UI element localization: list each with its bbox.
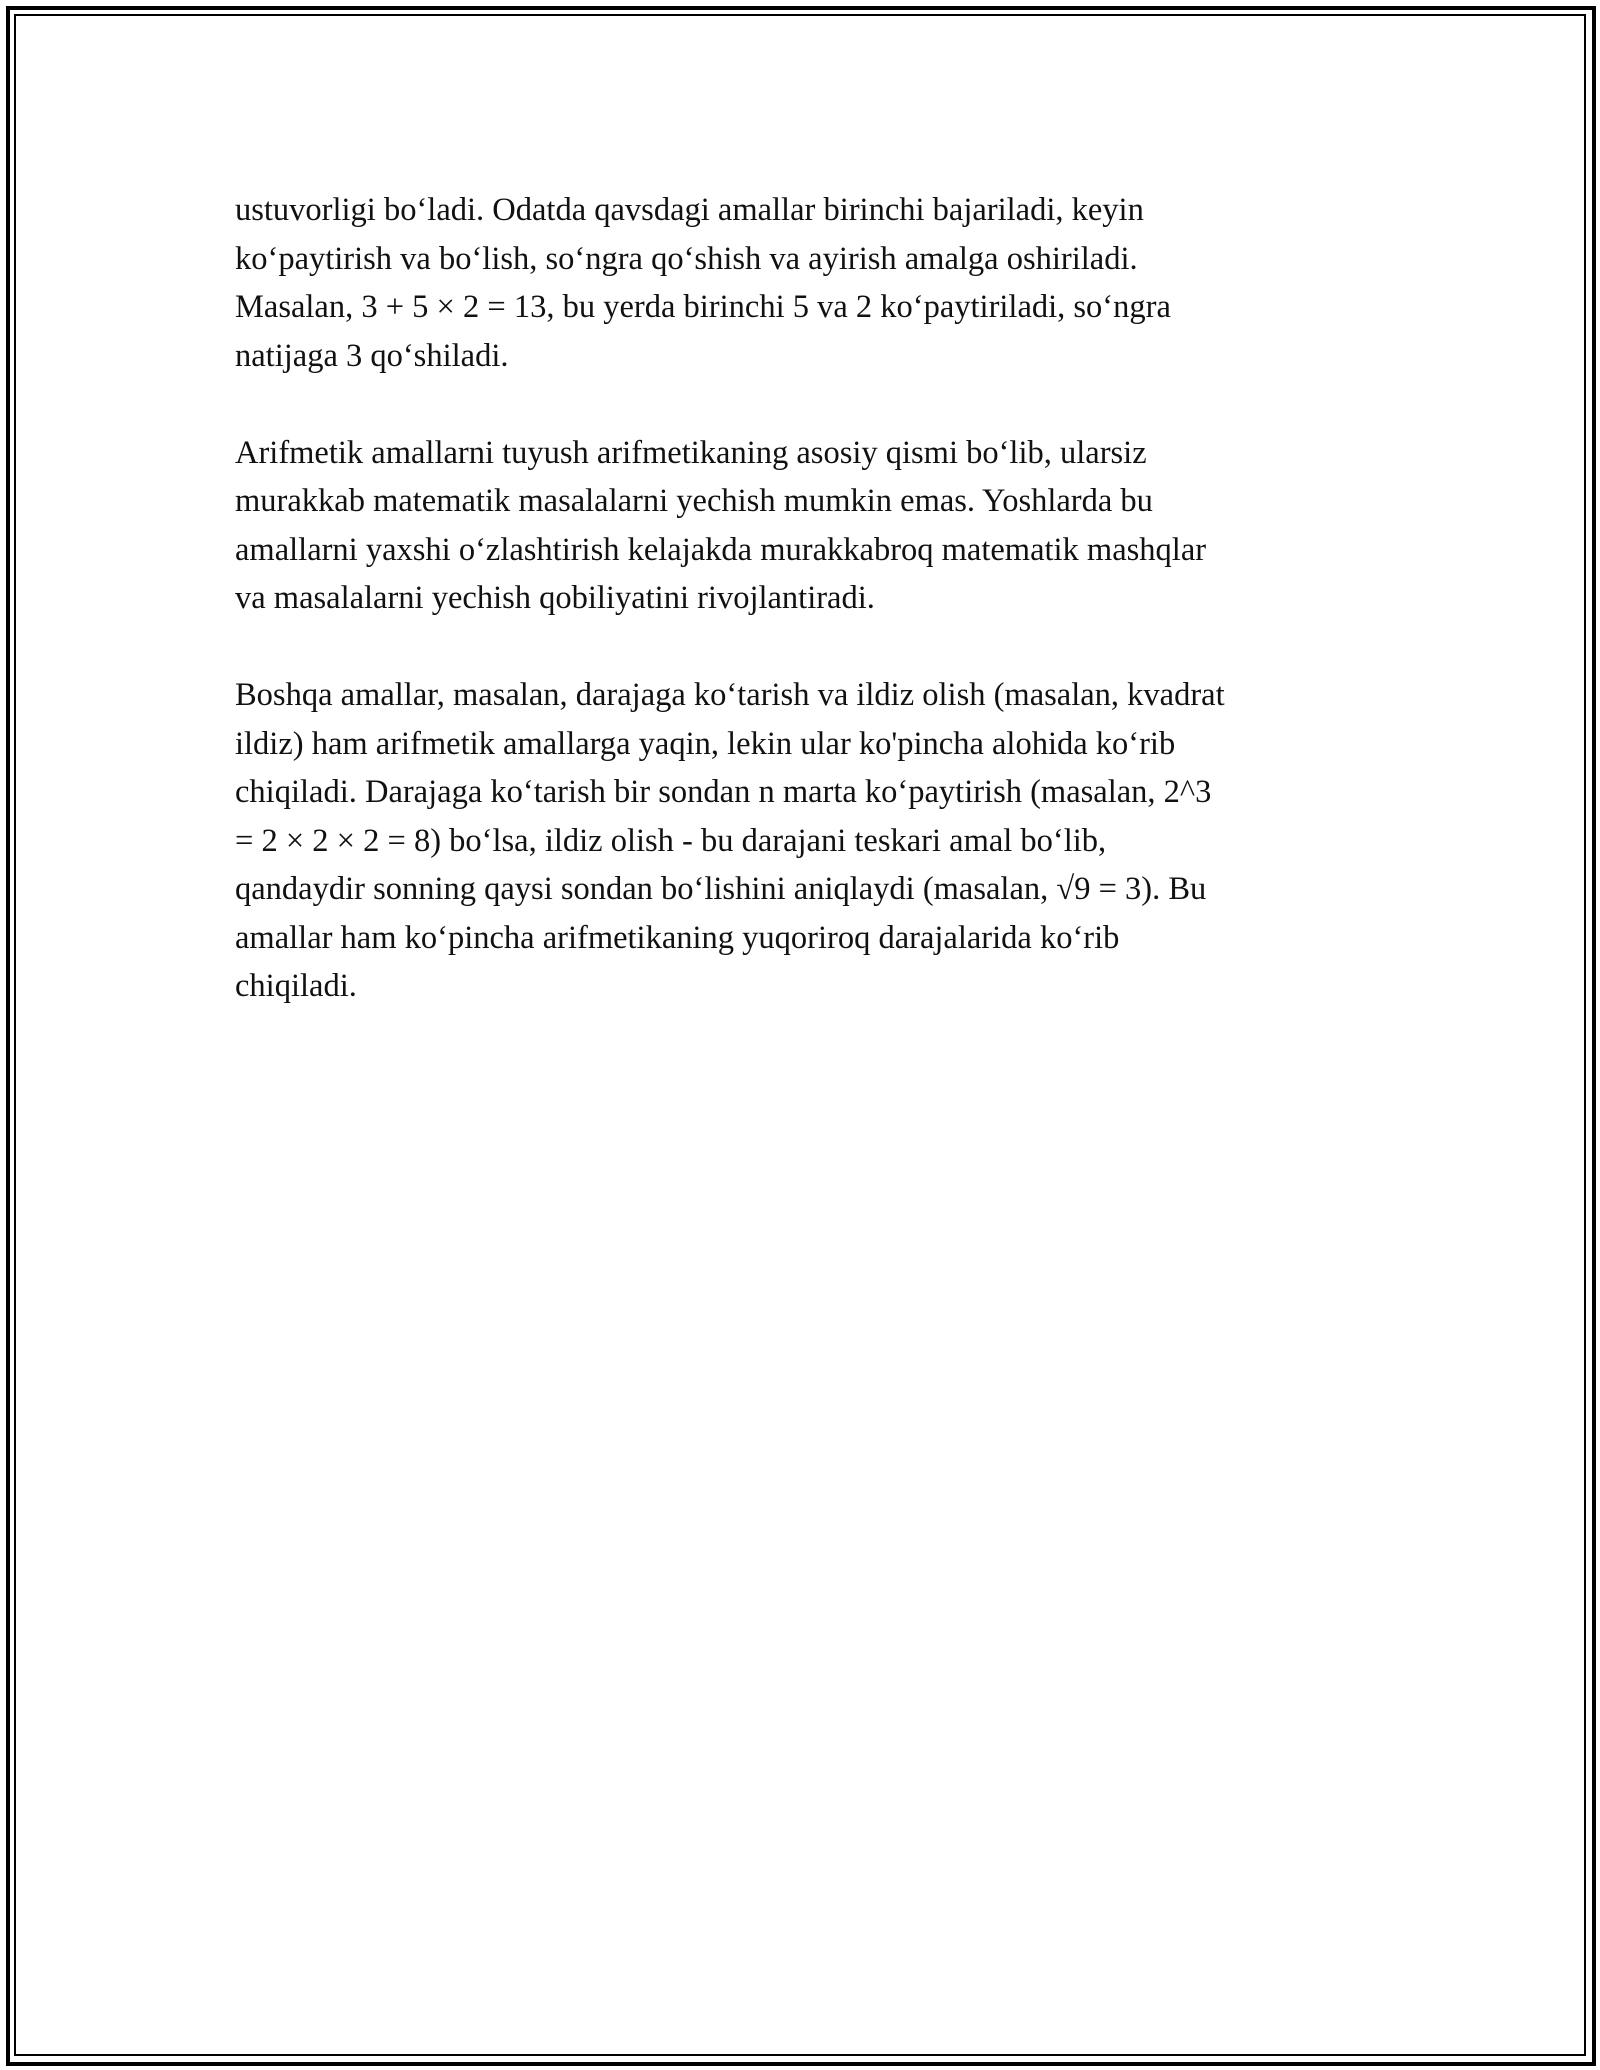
text-line: ustuvorligi bo‘ladi. Odatda qavsdagi amallar birinchi bajariladi, keyin — [235, 192, 1144, 228]
paragraph-2 — [235, 429, 1365, 623]
text-line: va masalalarni yechish qobiliyatini rivojlantiradi. — [235, 580, 875, 616]
text-line: ko‘paytirish va bo‘lish, so‘ngra qo‘shish va ayirish amalga oshiriladi. — [235, 240, 1138, 277]
text-line: amallarni yaxshi o‘zlashtirish kelajakda murakkabroq matematik mashqlar — [235, 531, 1207, 568]
text-line: qandaydir sonning qaysi sondan bo‘lishini aniqlaydi (masalan, √9 = 3). Bu — [235, 871, 1207, 907]
text-line: Boshqa amallar, masalan, darajaga ko‘tarish va ildiz olish (masalan, kvadrat — [235, 677, 1225, 713]
paragraph-3 — [235, 671, 1365, 1011]
text-line: amallar ham ko‘pincha arifmetikaning yuqoriroq darajalarida ko‘rib — [235, 919, 1120, 956]
text-line: murakkab matematik masalalarni yechish mumkin emas. Yoshlarda bu — [235, 483, 1153, 519]
text-line: ildiz) ham arifmetik amallarga yaqin, lekin ular ko'pincha alohida ko‘rib — [235, 725, 1176, 762]
text-line: = 2 × 2 × 2 = 8) bo‘lsa, ildiz olish - bu darajani teskari amal bo‘lib, — [235, 822, 1107, 859]
text-line: Masalan, 3 + 5 × 2 = 13, bu yerda birinchi 5 va 2 ko‘paytiriladi, so‘ngra — [235, 289, 1171, 325]
text-line: natijaga 3 qo‘shiladi. — [235, 337, 509, 374]
paragraph-1 — [235, 186, 1365, 380]
document-body — [235, 186, 1365, 1059]
text-line: Arifmetik amallarni tuyush arifmetikaning asosiy qismi bo‘lib, ularsiz — [235, 434, 1147, 471]
text-line: chiqiladi. Darajaga ko‘tarish bir sondan n marta ko‘paytirish (masalan, 2^3 — [235, 774, 1212, 810]
text-line: chiqiladi. — [235, 968, 357, 1004]
